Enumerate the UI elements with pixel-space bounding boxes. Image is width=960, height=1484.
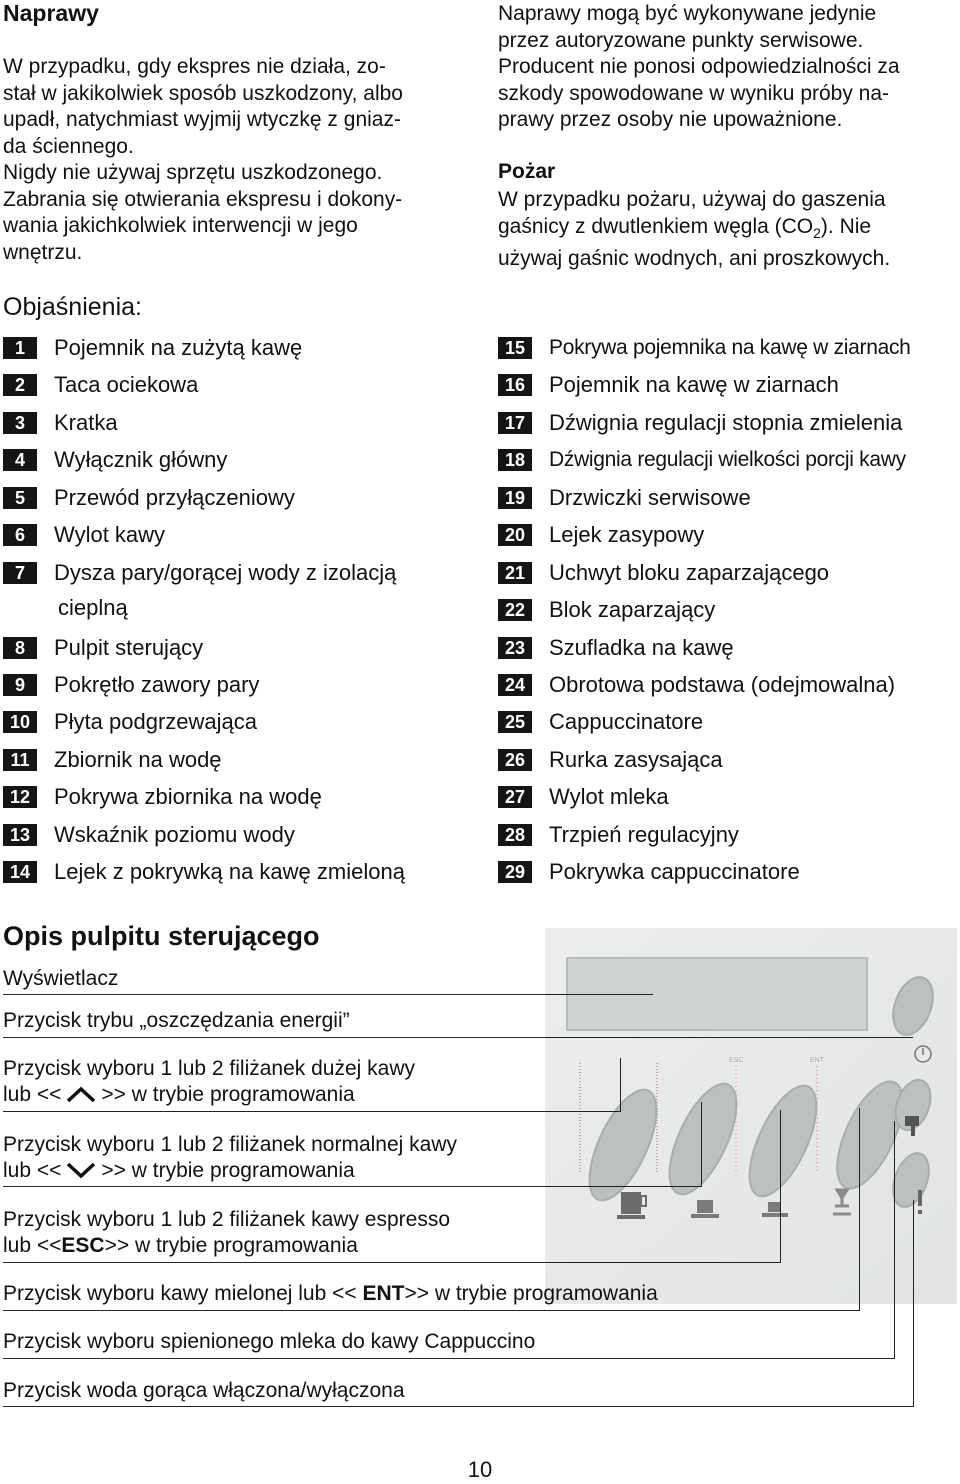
repairs-line: stał w jakikolwiek sposób uszkodzony, albo [3, 81, 403, 105]
fire-line-text: ). Nie [820, 214, 872, 238]
leader-line [3, 1037, 913, 1038]
item-number-badge: 19 [498, 487, 532, 509]
item-number-badge: 2 [3, 374, 37, 396]
item-label: Pokrywa pojemnika na kawę w ziarnach [549, 336, 911, 359]
item-label: Płyta podgrzewająca [54, 709, 258, 734]
item-number-badge: 15 [498, 337, 532, 359]
ent-key-label: ENT [362, 1282, 405, 1305]
item-number-badge: 18 [498, 449, 532, 471]
item-label: Wskaźnik poziomu wody [54, 822, 295, 847]
description-line [3, 1158, 457, 1184]
leader-line [701, 1102, 702, 1187]
item-label: Pojemnik na zużytą kawę [54, 335, 303, 360]
item-label: Przewód przyłączeniowy [54, 485, 295, 510]
item-number-badge: 29 [498, 861, 532, 883]
leader-line [3, 1111, 620, 1112]
description-text: Przycisk wyboru kawy mielonej lub << [3, 1282, 357, 1305]
item-label: Lejek z pokrywką na kawę zmieloną [54, 859, 405, 884]
description-text: lub << [3, 1234, 62, 1257]
legend-item [3, 370, 198, 400]
legend-item [498, 745, 723, 775]
leader-line [3, 1358, 894, 1359]
legend-item [3, 707, 257, 737]
normal-cup-icon [697, 1200, 713, 1213]
item-number-badge: 12 [3, 786, 37, 808]
legend-heading: Objaśnienia: [3, 293, 142, 321]
leader-line [620, 1058, 621, 1112]
leader-line [913, 1200, 914, 1407]
description-text: lub << [3, 1083, 62, 1106]
item-number-badge: 25 [498, 711, 532, 733]
panel-ent-label: ENT [810, 1057, 824, 1064]
description-text: lub << [3, 1159, 62, 1182]
espresso-cup-icon [762, 1213, 788, 1217]
legend-item [3, 408, 118, 438]
description-line [3, 1233, 450, 1259]
item-number-badge: 28 [498, 824, 532, 846]
description-line [3, 1082, 415, 1108]
item-number-badge: 17 [498, 412, 532, 434]
legend-item [498, 782, 669, 812]
legend-item [498, 820, 739, 850]
item-label: Pokrętło zawory pary [54, 672, 260, 697]
legend-item [3, 857, 405, 887]
item-number-badge: 27 [498, 786, 532, 808]
authorized-line: przez autoryzowane punkty serwisowe. [498, 28, 864, 52]
description-text: >> w trybie programowania [404, 1282, 658, 1305]
steam-nozzle-icon [911, 1126, 915, 1136]
legend-item [498, 595, 715, 625]
legend-item [3, 782, 322, 812]
repairs-line: Nigdy nie używaj sprzętu uszkodzonego. [3, 161, 383, 184]
item-label: Zbiornik na wodę [54, 747, 222, 772]
item-number-badge: 26 [498, 749, 532, 771]
control-panel-heading: Opis pulpitu sterującego [3, 921, 320, 951]
description-text: >> w trybie programowania [101, 1083, 355, 1106]
item-label: Pokrywa zbiornika na wodę [54, 784, 322, 809]
item-number-badge: 11 [3, 749, 37, 771]
repairs-paragraph [3, 54, 461, 266]
repairs-line: da ściennego. [3, 134, 134, 158]
item-label: Wylot mleka [549, 784, 669, 809]
repairs-authorized-paragraph [498, 1, 956, 134]
item-label: Pokrywka cappuccinatore [549, 859, 800, 884]
leader-line [3, 1406, 913, 1407]
chevron-down-icon [65, 1161, 97, 1179]
legend-item [498, 333, 911, 363]
legend-item [498, 707, 703, 737]
repairs-line: Zabrania się otwierania ekspresu i dokony- [3, 187, 403, 211]
energy-button-description: Przycisk trybu „oszczędzania energii” [3, 1009, 350, 1032]
hot-water-icon [918, 1210, 922, 1214]
item-label: Wyłącznik główny [54, 447, 228, 472]
normal-cup-icon [691, 1214, 719, 1218]
leader-line [859, 1108, 860, 1311]
authorized-line: Naprawy mogą być wykonywane jedynie [498, 2, 877, 25]
fire-line [498, 214, 956, 247]
item-label: Szufladka na kawę [549, 635, 734, 660]
description-text: >> w trybie programowania [101, 1159, 355, 1182]
large-cup-icon [621, 1192, 641, 1214]
legend-item [498, 520, 704, 550]
item-label: Pojemnik na kawę w ziarnach [549, 372, 839, 397]
item-label: Dźwignia regulacji stopnia zmielenia [549, 410, 903, 435]
item-number-badge: 24 [498, 674, 532, 696]
hot-water-button-description: Przycisk woda gorąca włączona/wyłączona [3, 1379, 405, 1402]
item-number-badge: 16 [498, 374, 532, 396]
leader-line [3, 1186, 701, 1187]
legend-item-continuation: cieplną [58, 595, 128, 620]
item-label: Dźwignia regulacji wielkości porcji kawy [549, 448, 906, 471]
fire-line-text: gaśnicy z dwutlenkiem węgla (CO [498, 214, 814, 238]
espresso-description [3, 1207, 450, 1259]
large-coffee-description [3, 1056, 415, 1108]
item-number-badge: 20 [498, 524, 532, 546]
legend-item [3, 520, 165, 550]
legend-item [498, 633, 734, 663]
repairs-line: wania jakichkolwiek interwencji w jego [3, 214, 358, 237]
chevron-up-icon [65, 1085, 97, 1103]
repairs-line: wnętrzu. [3, 240, 83, 264]
item-number-badge: 14 [3, 861, 37, 883]
item-label: Pulpit sterujący [54, 635, 204, 660]
legend-item [3, 333, 302, 363]
normal-coffee-description [3, 1132, 457, 1184]
description-text: >> w trybie programowania [104, 1234, 358, 1257]
item-label: Blok zaparzający [549, 597, 716, 622]
item-label: Dysza pary/gorącej wody z izolacją [54, 560, 397, 585]
legend-item [3, 483, 295, 513]
legend-item [498, 370, 839, 400]
legend-item [498, 670, 895, 700]
repairs-line: upadł, natychmiast wyjmij wtyczkę z gniaz- [3, 108, 401, 131]
item-label: Taca ociekowa [54, 372, 199, 397]
legend-item [498, 445, 906, 475]
item-number-badge: 1 [3, 337, 37, 359]
authorized-line: Producent nie ponosi odpowiedzialności za [498, 55, 900, 78]
legend-item [3, 745, 222, 775]
leader-line [3, 994, 653, 995]
authorized-line: szkody spowodowane w wyniku próby na- [498, 81, 890, 105]
item-number-badge: 4 [3, 449, 37, 471]
item-number-badge: 8 [3, 637, 37, 659]
large-cup-icon [617, 1215, 645, 1219]
repairs-heading: Naprawy [3, 0, 99, 26]
esc-key-label: ESC [61, 1234, 105, 1257]
panel-esc-label: ESC [729, 1057, 744, 1064]
item-number-badge: 21 [498, 562, 532, 584]
item-number-badge: 7 [3, 562, 37, 584]
item-number-badge: 10 [3, 711, 37, 733]
item-label: Wylot kawy [54, 522, 166, 547]
item-number-badge: 9 [3, 674, 37, 696]
item-label: Drzwiczki serwisowe [549, 485, 751, 510]
description-line: Przycisk wyboru 1 lub 2 filiżanek kawy espresso [3, 1208, 451, 1231]
item-label: Kratka [54, 410, 118, 435]
item-number-badge: 5 [3, 487, 37, 509]
milk-button-description: Przycisk wyboru spienionego mleka do kawy Cappuccino [3, 1330, 536, 1353]
legend-item [3, 445, 227, 475]
ground-coffee-description [3, 1281, 658, 1307]
legend-item [498, 857, 800, 887]
legend-item [3, 558, 396, 588]
item-number-badge: 13 [3, 824, 37, 846]
item-label: Obrotowa podstawa (odejmowalna) [549, 672, 896, 697]
item-number-badge: 22 [498, 599, 532, 621]
leader-line [780, 1110, 781, 1263]
item-label: Lejek zasypowy [549, 522, 705, 547]
item-label: Cappuccinatore [549, 709, 704, 734]
fire-paragraph [498, 187, 956, 273]
steam-nozzle-icon [905, 1116, 919, 1126]
description-line: Przycisk wyboru 1 lub 2 filiżanek normalnej kawy [3, 1133, 458, 1156]
item-label: Trzpień regulacyjny [549, 822, 739, 847]
authorized-line: prawy przez osoby nie upoważnione. [498, 108, 843, 131]
leader-line [894, 1121, 895, 1359]
description-line: Przycisk wyboru 1 lub 2 filiżanek dużej kawy [3, 1057, 416, 1080]
item-label: Uchwyt bloku zaparzającego [549, 560, 830, 585]
fire-line: W przypadku pożaru, używaj do gaszenia [498, 188, 886, 211]
legend-item [498, 483, 751, 513]
fire-line: używaj gaśnic wodnych, ani proszkowych. [498, 247, 891, 271]
co2-subscript: 2 [813, 224, 821, 241]
legend-item [498, 558, 829, 588]
control-panel-illustration [545, 928, 957, 1304]
leader-line [3, 1310, 859, 1311]
display-description: Wyświetlacz [3, 967, 119, 990]
fire-heading: Pożar [498, 160, 556, 183]
item-number-badge: 3 [3, 412, 37, 434]
hot-water-icon [918, 1190, 922, 1206]
page-number: 10 [467, 1457, 493, 1482]
legend-item [498, 408, 902, 438]
legend-item [3, 633, 203, 663]
item-label: Rurka zasysająca [549, 747, 723, 772]
legend-item [3, 820, 295, 850]
leader-line [3, 1262, 780, 1263]
item-number-badge: 23 [498, 637, 532, 659]
legend-item [3, 670, 259, 700]
item-number-badge: 6 [3, 524, 37, 546]
repairs-line: W przypadku, gdy ekspres nie działa, zo- [3, 55, 386, 78]
